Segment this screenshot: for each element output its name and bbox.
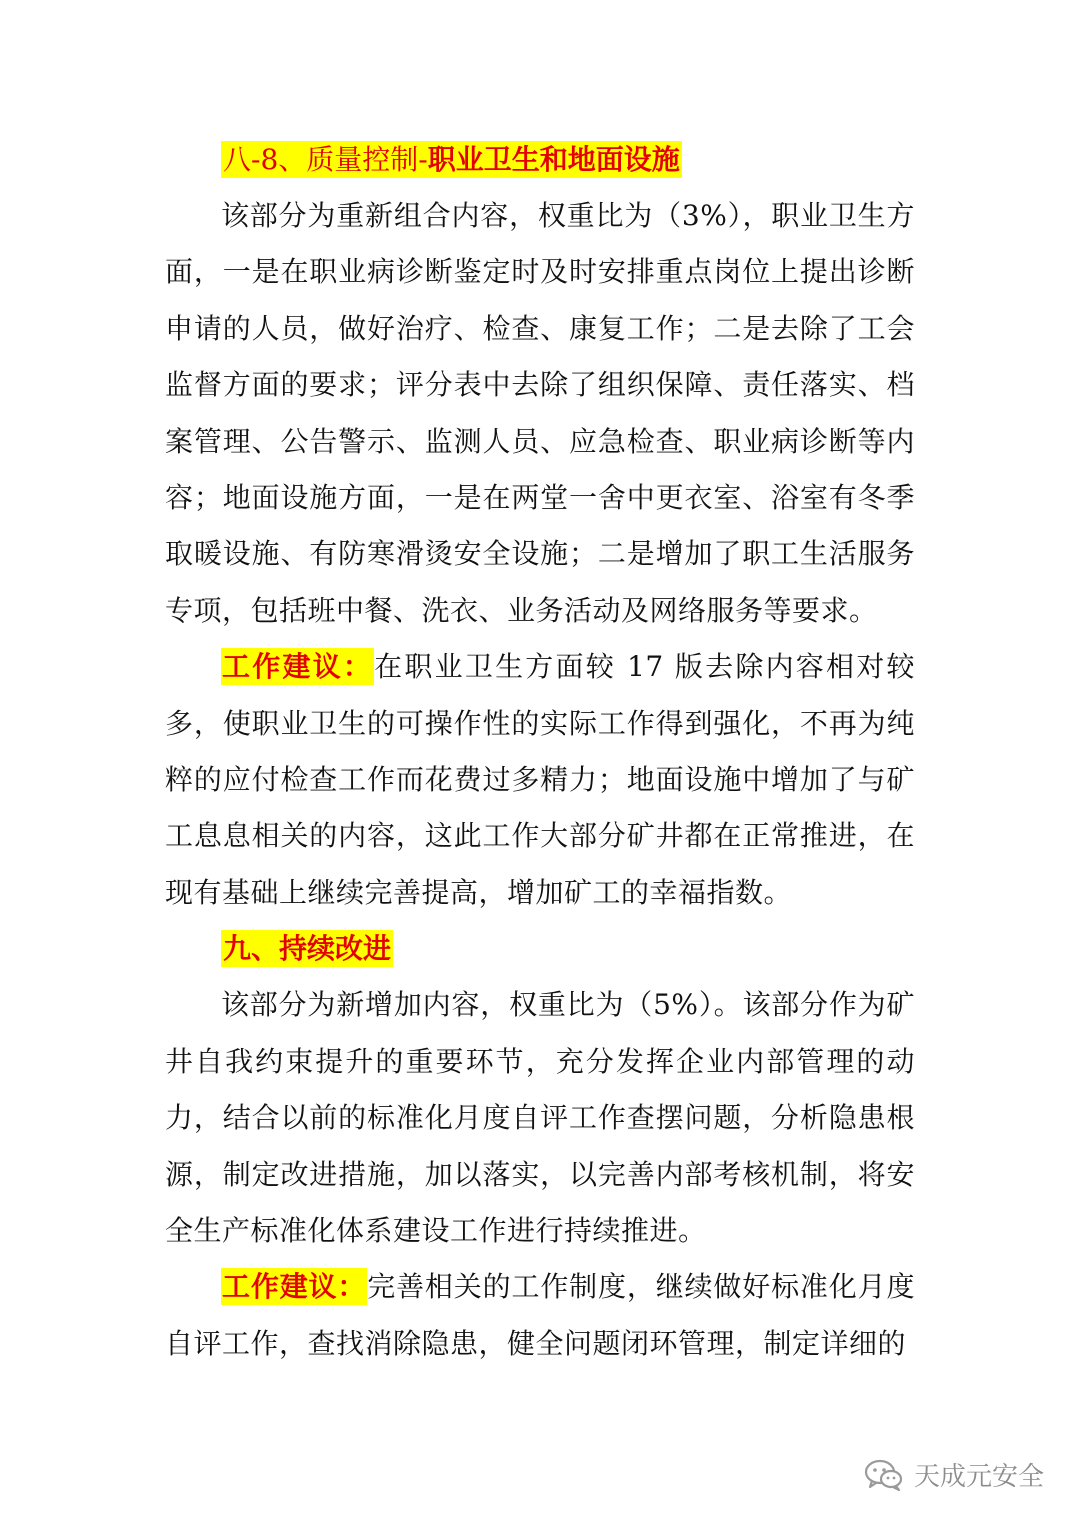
- section-9-heading: [165, 921, 915, 977]
- section-9-suggestion-text: 完善相关的工作制度，继续做好标准化月度自评工作，查找消除隐患，健全问题闭环管理，制定详细的: [165, 1270, 915, 1360]
- watermark-text: 天成元安全: [913, 1462, 1044, 1492]
- section-8-suggestion-label: 工作建议：: [222, 650, 374, 684]
- watermark: [864, 1456, 1044, 1493]
- section-8-heading-bold: 职业卫生和地面设施: [427, 143, 680, 176]
- wechat-icon: [864, 1458, 904, 1492]
- section-9-heading-highlight: 九、持续改进: [223, 932, 392, 966]
- section-8-heading-highlight: [221, 141, 682, 178]
- section-8-paragraph: 该部分为重新组合内容，权重比为（3%），职业卫生方面，一是在职业病诊断鉴定时及时安排重点岗位上提出诊断申请的人员，做好治疗、检查、康复工作；二是去除了工会监督方面的要求；评分表中去除了组织保障、责任落实、档案管理、公告警示、监测人员、应急检查、职业病诊断等内容；地面设施方面，一是在两堂一舍中更衣室、浴室有冬季取暖设施、有防寒滑烫安全设施；二是增加了职工生活服务专项，包括班中餐、洗衣、业务活动及网络服务等要求。: [165, 199, 915, 627]
- section-8-suggestion-text: 在职业卫生方面较 17 版去除内容相对较多，使职业卫生的可操作性的实际工作得到强化，不再为纯粹的应付检查工作而花费过多精力；地面设施中增加了与矿工息息相关的内容，这此工作大部分矿井都在正常推进，在现有基础上继续完善提高，增加矿工的幸福指数。: [165, 650, 915, 909]
- section-9-suggestion: [165, 1259, 915, 1372]
- section-8-suggestion: [165, 639, 915, 921]
- section-8-heading-prefix: 八-8、质量控制-: [223, 143, 428, 176]
- document-content: [165, 132, 915, 1372]
- section-8-heading: [165, 132, 915, 188]
- section-9-paragraph: 该部分为新增加内容，权重比为（5%）。该部分作为矿井自我约束提升的重要环节，充分发挥企业内部管理的动力，结合以前的标准化月度自评工作查摆问题，分析隐患根源，制定改进措施，加以落实，以完善内部考核机制，将安全生产标准化体系建设工作进行持续推进。: [165, 988, 915, 1247]
- section-9-suggestion-label: 工作建议：: [222, 1270, 367, 1304]
